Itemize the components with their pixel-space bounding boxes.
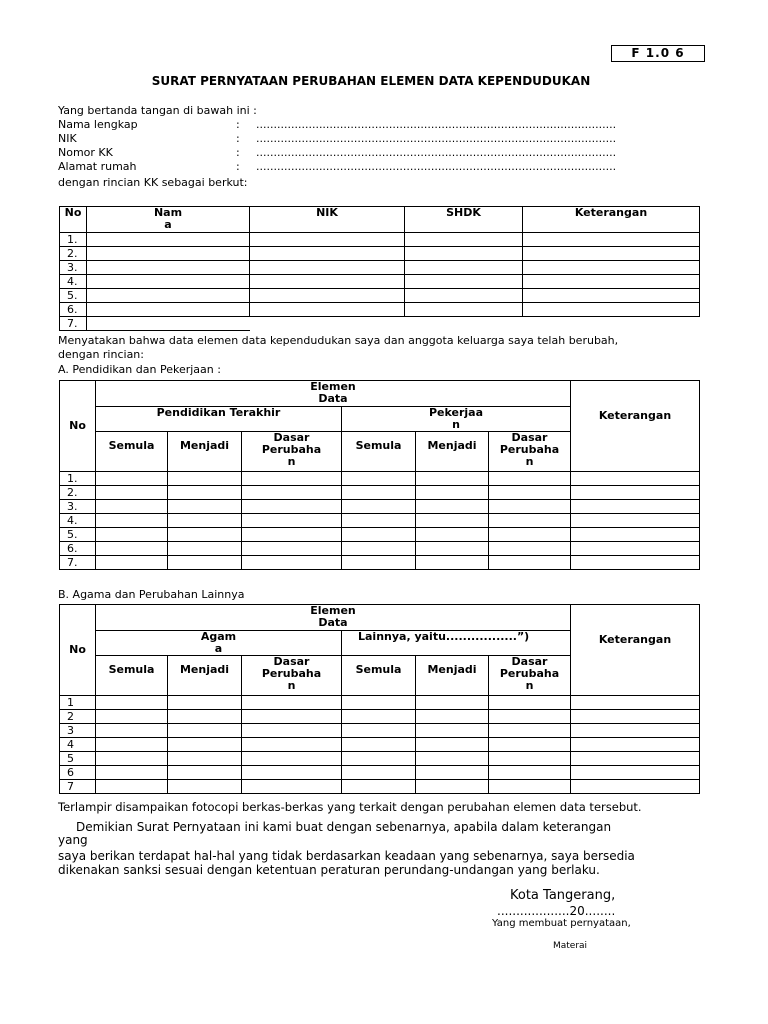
a-header-semula-2: Semula — [342, 432, 416, 472]
kk-header-no: No — [60, 207, 87, 233]
b-header-keterangan: Keterangan — [571, 605, 700, 696]
document-title: SURAT PERNYATAAN PERUBAHAN ELEMEN DATA KEPENDUDUKAN — [151, 74, 591, 88]
a-header-pendidikan: Pendidikan Terakhir — [96, 407, 342, 432]
a-header-semula-1: Semula — [96, 432, 168, 472]
kk-table — [59, 206, 700, 331]
table-row: 7. — [60, 317, 700, 331]
table-row: 4. — [60, 514, 700, 528]
field-alamat-blank[interactable]: ....................................................................................................... — [256, 160, 617, 173]
table-row: 5 — [60, 752, 700, 766]
section-a-label: A. Pendidikan dan Pekerjaan : — [58, 363, 221, 376]
table-row: 5. — [60, 528, 700, 542]
signature-signer-label: Yang membuat pernyataan, — [492, 918, 631, 929]
table-row: 1. — [60, 472, 700, 486]
b-header-semula-1: Semula — [96, 656, 168, 696]
signature-date[interactable]: ...................20........ — [497, 904, 616, 918]
section-a-table — [59, 380, 700, 570]
b-header-agama: Agam a — [96, 631, 342, 656]
table-row: 3. — [60, 261, 700, 275]
kk-header-nama: Nam a — [87, 207, 250, 233]
kk-intro-text: dengan rincian KK sebagai berkut: — [58, 176, 248, 189]
section-b-table — [59, 604, 700, 794]
a-header-dasar-2: Dasar Perubaha n — [489, 432, 571, 472]
kk-header-nik: NIK — [250, 207, 405, 233]
field-nama-blank[interactable]: ....................................................................................................... — [256, 118, 617, 131]
a-header-elemen-data: Elemen Data — [96, 381, 571, 407]
a-header-dasar-1: Dasar Perubaha n — [242, 432, 342, 472]
table-row: 1. — [60, 233, 700, 247]
table-row: 2. — [60, 247, 700, 261]
stamp-label: Materai — [553, 941, 588, 951]
table-row: 6. — [60, 303, 700, 317]
field-nik-blank[interactable]: ....................................................................................................... — [256, 132, 617, 145]
a-header-menjadi-1: Menjadi — [168, 432, 242, 472]
a-header-no: No — [60, 381, 96, 472]
closing-line-1b: yang — [58, 833, 88, 847]
b-header-dasar-1: Dasar Perubaha n — [242, 656, 342, 696]
statement-line-2: dengan rincian: — [58, 348, 144, 361]
a-header-keterangan: Keterangan — [571, 381, 700, 472]
closing-line-1: Demikian Surat Pernyataan ini kami buat dengan sebenarnya, apabila dalam keterangan — [76, 820, 612, 834]
b-header-lainnya: Lainnya, yaitu.................”) — [342, 631, 571, 656]
a-header-menjadi-2: Menjadi — [416, 432, 489, 472]
b-header-no: No — [60, 605, 96, 696]
intro-text: Yang bertanda tangan di bawah ini : — [58, 104, 257, 117]
b-header-dasar-2: Dasar Perubaha n — [489, 656, 571, 696]
b-header-menjadi-2: Menjadi — [416, 656, 489, 696]
signature-city: Kota Tangerang, — [510, 888, 616, 903]
table-row: 6. — [60, 542, 700, 556]
kk-header-keterangan: Keterangan — [523, 207, 700, 233]
section-b-label: B. Agama dan Perubahan Lainnya — [58, 588, 245, 601]
table-row: 4 — [60, 738, 700, 752]
closing-line-2: saya berikan terdapat hal-hal yang tidak berdasarkan keadaan yang sebenarnya, saya bersedia — [58, 849, 635, 863]
table-row: 2. — [60, 486, 700, 500]
b-header-menjadi-1: Menjadi — [168, 656, 242, 696]
table-row: 1 — [60, 696, 700, 710]
b-header-elemen-data: Elemen Data — [96, 605, 571, 631]
attachment-note: Terlampir disampaikan fotocopi berkas-berkas yang terkait dengan perubahan elemen data tersebut. — [58, 800, 642, 814]
table-row: 4. — [60, 275, 700, 289]
table-row: 2 — [60, 710, 700, 724]
table-row: 6 — [60, 766, 700, 780]
form-code: F 1.0 6 — [611, 45, 705, 62]
kk-header-shdk: SHDK — [405, 207, 523, 233]
identity-fields: Nama lengkap : ....................................................................................................... NIK : ....................................................................................................... Nomor KK : ....................................................................................................... Alamat rumah : ....................................................................................................... — [58, 118, 617, 173]
table-row: 3. — [60, 500, 700, 514]
table-row: 7. — [60, 556, 700, 570]
table-row: 7 — [60, 780, 700, 794]
a-header-pekerjaan: Pekerjaa n — [342, 407, 571, 432]
kk-table-header — [60, 207, 700, 233]
statement-line-1: Menyatakan bahwa data elemen data kependudukan saya dan anggota keluarga saya telah berubah, — [58, 334, 619, 347]
field-nomor-kk-blank[interactable]: ....................................................................................................... — [256, 146, 617, 159]
table-row: 5. — [60, 289, 700, 303]
closing-line-3: dikenakan sanksi sesuai dengan ketentuan peraturan perundang-undangan yang berlaku. — [58, 863, 600, 877]
b-header-semula-2: Semula — [342, 656, 416, 696]
table-row: 3 — [60, 724, 700, 738]
